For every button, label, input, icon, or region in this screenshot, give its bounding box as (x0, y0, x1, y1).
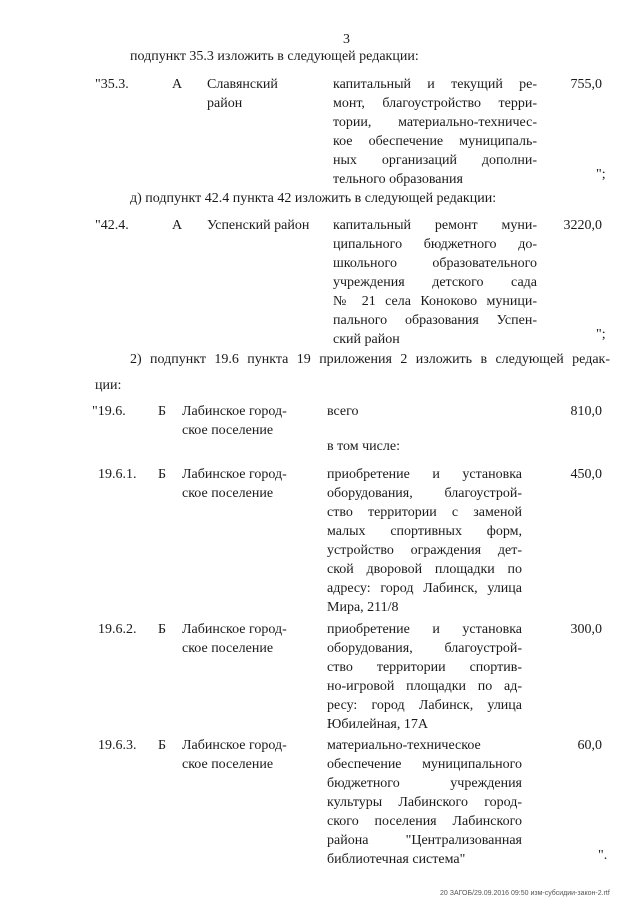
row-19-6-3-recipient: Лабинское город- ское поселение (182, 738, 287, 772)
row-19-6-number: "19.6. (92, 404, 126, 419)
row-35-3-description: капитальный и текущий ре- монт, благоустройство терри- тории, материально-техничес- кое обеспечение муниципаль- ных организаций дополни- тельного образования (333, 77, 537, 187)
row-19-6-description: всего (327, 404, 359, 419)
row-42-4-category: А (172, 218, 183, 233)
row-19-6-2-amount: 300,0 (570, 622, 602, 637)
row-19-6-3-closing-quote: ". (598, 848, 608, 863)
amendment-intro-19-6: 2) подпункт 19.6 пункта 19 приложения 2 изложить в следующей редак- (130, 352, 610, 367)
amendment-intro-42-4: д) подпункт 42.4 пункта 42 изложить в следующей редакции: (130, 191, 497, 206)
row-19-6-2-category: Б (158, 622, 167, 637)
row-19-6-1-category: Б (158, 467, 167, 482)
row-19-6-3-category: Б (158, 738, 167, 753)
row-42-4-description: капитальный ремонт муни- ципального бюджетного до- школьного образовательного учреждения детского сада № 21 села Коноково муници- пального образования Успен- ский район (333, 218, 537, 347)
row-35-3-closing-quote: "; (596, 167, 606, 182)
row-42-4-recipient: Успенский район (207, 218, 310, 233)
row-19-6-including: в том числе: (327, 439, 400, 454)
row-19-6-1-number: 19.6.1. (98, 467, 137, 482)
row-19-6-amount: 810,0 (570, 404, 602, 419)
row-42-4-amount: 3220,0 (563, 218, 602, 233)
row-19-6-3-number: 19.6.3. (98, 738, 137, 753)
row-19-6-2-recipient: Лабинское город- ское поселение (182, 622, 287, 656)
row-42-4-number: "42.4. (95, 218, 129, 233)
document-footer: 20 ЗАГОБ/29.09.2016 09:50 изм-субсидии-закон-2.rtf (440, 890, 610, 897)
row-19-6-category: Б (158, 404, 167, 419)
page-number: 3 (343, 32, 350, 47)
row-19-6-2-number: 19.6.2. (98, 622, 137, 637)
row-19-6-2-description: приобретение и установка оборудования, благоустрой- ство территории спортив- но-игровой площадки по ад- ресу: город Лабинск, улица Юбилейная, 17А (327, 622, 522, 732)
amendment-intro-35-3: подпункт 35.3 изложить в следующей редакции: (130, 49, 419, 64)
amendment-intro-19-6-cont: ции: (95, 378, 122, 393)
row-35-3-category: А (172, 77, 183, 92)
row-19-6-3-amount: 60,0 (577, 738, 602, 753)
row-19-6-recipient: Лабинское город- ское поселение (182, 404, 287, 438)
row-19-6-1-recipient: Лабинское город- ское поселение (182, 467, 287, 501)
row-35-3-recipient: Славянский район (207, 77, 278, 111)
row-35-3-amount: 755,0 (570, 77, 602, 92)
row-19-6-1-amount: 450,0 (570, 467, 602, 482)
row-19-6-1-description: приобретение и установка оборудования, благоустрой- ство территории с заменой малых спортивных форм, устройство ограждения дет- ской дворовой площадки по адресу: город Лабинск, улица Мира, 211/8 (327, 467, 522, 615)
row-42-4-closing-quote: "; (596, 327, 606, 342)
row-19-6-3-description: материально-техническое обеспечение муниципального бюджетного учреждения культуры Лабинского город- ского поселения Лабинского района "Централизованная библиотечная система" (327, 738, 522, 867)
row-35-3-number: "35.3. (95, 77, 129, 92)
